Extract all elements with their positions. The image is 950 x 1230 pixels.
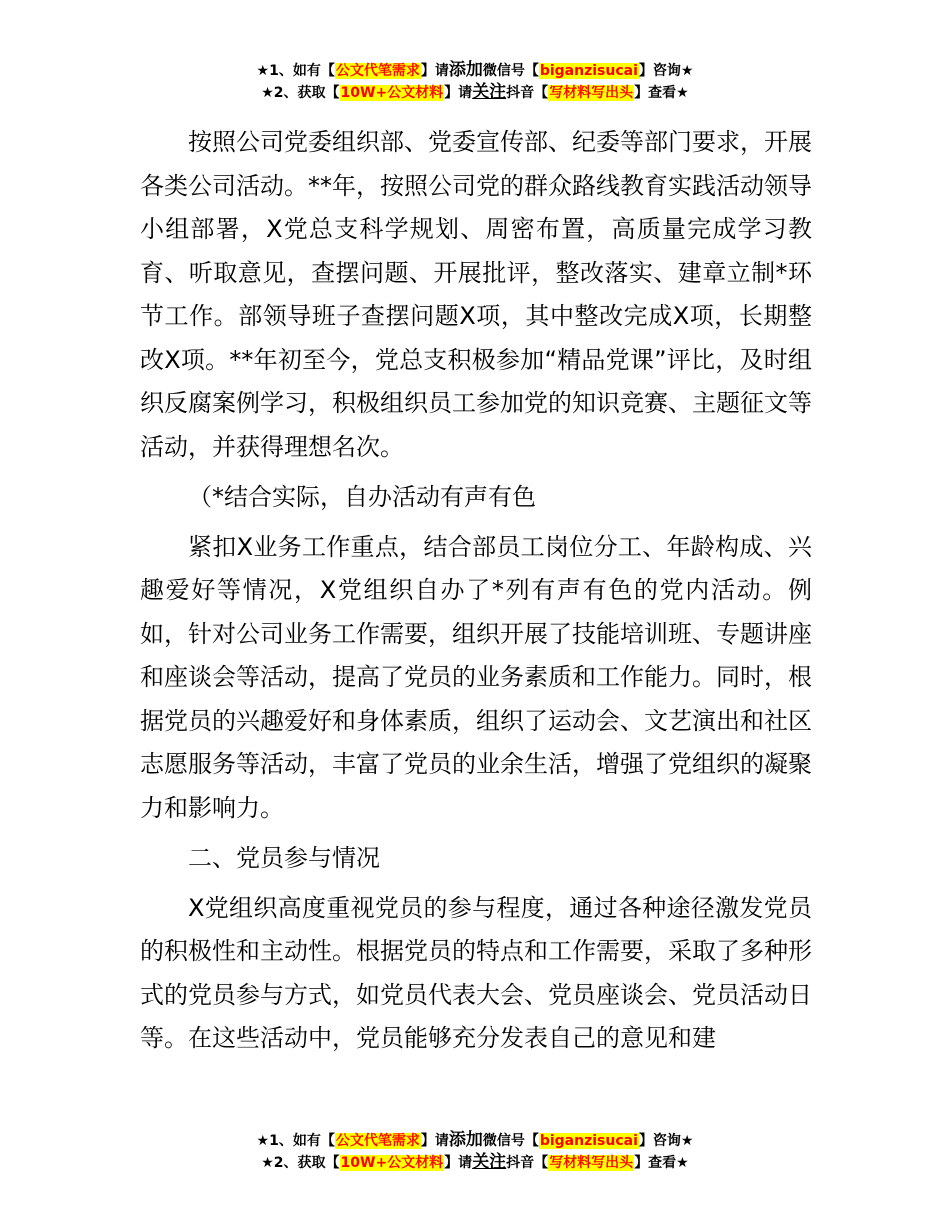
header-emphasis-add: 添加 bbox=[448, 60, 483, 80]
header-line-1-prefix: ★1、如有【 bbox=[256, 63, 335, 79]
footer-line-2-text-2: 抖音【 bbox=[506, 1155, 549, 1171]
header-highlight-service: 公文代笔需求 bbox=[335, 63, 420, 79]
header-line-2-text: 】请 bbox=[444, 85, 473, 101]
body-paragraph-2: 紧扣X业务工作重点，结合部员工岗位分工、年龄构成、兴趣爱好等情况，X党组织自办了*列有声有色的党内活动。例如，针对公司业务工作需要，组织开展了技能培训班、专题讲座和座谈会等活动，提高了党员的业务素质和工作能力。同时，根据党员的兴趣爱好和身体素质，组织了运动会、文艺演出和社区志愿服务等活动，丰富了党员的业余生活，增强了党组织的凝聚力和影响力。 bbox=[140, 532, 812, 822]
footer-line-1 bbox=[0, 1130, 950, 1152]
body-paragraph-3: X党组织高度重视党员的参与程度，通过各种途径激发党员的积极性和主动性。根据党员的特点和工作需要，采取了多种形式的党员参与方式，如党员代表大会、党员座谈会、党员活动日等。在这些活动中，党员能够充分发表自己的意见和建 bbox=[140, 893, 812, 1052]
header-highlight-materials: 10W+公文材料 bbox=[340, 85, 444, 101]
section-subheading: （*结合实际，自办活动有声有色 bbox=[188, 483, 536, 511]
header-line-2-text-2: 抖音【 bbox=[506, 85, 549, 101]
footer-line-1-text-2: 微信号【 bbox=[482, 1133, 539, 1149]
page-footer-banner bbox=[0, 1130, 950, 1174]
footer-line-1-prefix: ★1、如有【 bbox=[256, 1133, 335, 1149]
section-heading: 二、党员参与情况 bbox=[188, 844, 380, 872]
footer-line-2-text: 】请 bbox=[444, 1155, 473, 1171]
header-highlight-douyin: 写材料写出头 bbox=[549, 85, 634, 101]
footer-emphasis-add: 添加 bbox=[448, 1130, 483, 1150]
document-body bbox=[140, 121, 812, 1068]
body-paragraph-1: 按照公司党委组织部、党委宣传部、纪委等部门要求，开展各类公司活动。**年，按照公司党的群众路线教育实践活动领导小组部署，X党总支科学规划、周密布置，高质量完成学习教育、听取意见，查摆问题、开展批评，整改落实、建章立制*环节工作。部领导班子查摆问题X项，其中整改完成X项，长期整改X项。**年初至今，党总支积极参加“精品党课”评比，及时组织反腐案例学习，积极组织员工参加党的知识竞赛、主题征文等活动，并获得理想名次。 bbox=[140, 128, 812, 461]
footer-highlight-service: 公文代笔需求 bbox=[335, 1133, 420, 1149]
footer-highlight-wechat-id: biganzisucai bbox=[539, 1133, 638, 1149]
header-line-1-text: 】请 bbox=[420, 63, 449, 79]
header-line-2-prefix: ★2、获取【 bbox=[261, 85, 340, 101]
footer-line-2-prefix: ★2、获取【 bbox=[261, 1155, 340, 1171]
page-header-banner bbox=[0, 60, 950, 104]
footer-line-1-text: 】请 bbox=[420, 1133, 449, 1149]
header-line-2-suffix: 】查看★ bbox=[634, 85, 689, 101]
header-line-1-text-2: 微信号【 bbox=[482, 63, 539, 79]
header-line-1-suffix: 】咨询★ bbox=[638, 63, 694, 79]
header-highlight-wechat-id: biganzisucai bbox=[539, 63, 638, 79]
footer-line-2 bbox=[0, 1152, 950, 1174]
footer-line-1-suffix: 】咨询★ bbox=[638, 1133, 694, 1149]
footer-emphasis-follow: 关注 bbox=[472, 1152, 507, 1172]
footer-highlight-materials: 10W+公文材料 bbox=[340, 1155, 444, 1171]
header-emphasis-follow: 关注 bbox=[472, 82, 507, 102]
footer-line-2-suffix: 】查看★ bbox=[634, 1155, 689, 1171]
header-line-2 bbox=[0, 82, 950, 104]
footer-highlight-douyin: 写材料写出头 bbox=[549, 1155, 634, 1171]
header-line-1 bbox=[0, 60, 950, 82]
